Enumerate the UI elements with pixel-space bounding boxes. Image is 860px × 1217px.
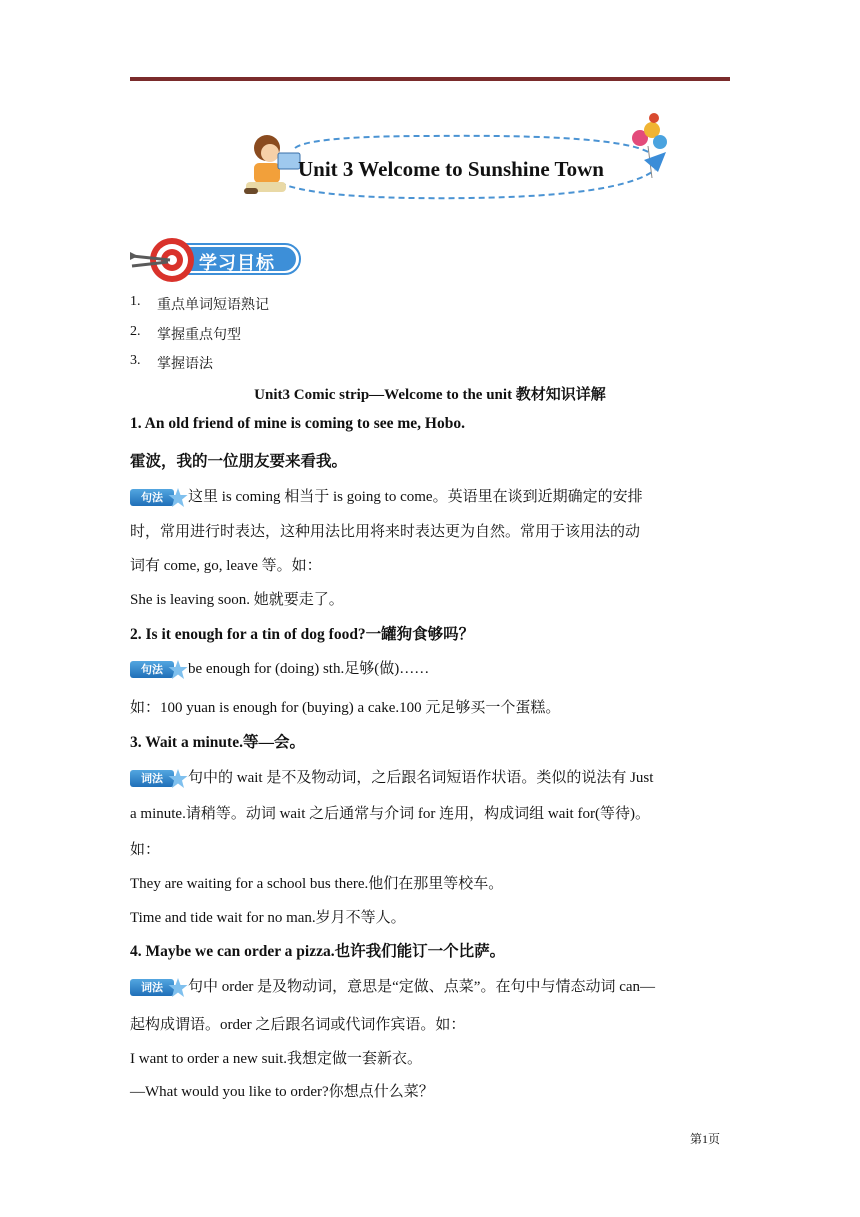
item-text: 掌握语法 — [157, 357, 213, 372]
usage-tag — [130, 768, 186, 790]
point-line — [130, 975, 730, 999]
section-title: Unit3 Comic strip—Welcome to the unit 教材知识详解 — [254, 387, 606, 403]
point-line: 起构成谓语。order 之后跟名词或代词作宾语。如： — [130, 1017, 466, 1033]
point-heading: 2. Is it enough for a tin of dog food?一罐狗食够吗？ — [130, 626, 475, 643]
example-line: 如：100 yuan is enough for (buying) a cake.100 元足够买一个蛋糕。 — [130, 700, 561, 716]
usage-tag — [130, 659, 186, 681]
target-icon — [130, 238, 194, 282]
objectives-label: 学习目标 — [199, 253, 275, 274]
item-number: 1. — [130, 294, 141, 309]
point-line: 词有 come, go, leave 等。如： — [130, 558, 322, 574]
point-heading: 4. Maybe we can order a pizza.也许我们能订一个比萨。 — [130, 943, 506, 960]
point-heading: 1. An old friend of mine is coming to see me, Hobo. — [130, 415, 465, 432]
star-icon — [168, 768, 188, 790]
example-line: She is leaving soon. 她就要走了。 — [130, 592, 344, 608]
point-text: 句中的 wait 是不及物动词，之后跟名词短语作状语。类似的说法有 Just — [188, 770, 654, 786]
item-text: 重点单词短语熟记 — [157, 298, 269, 313]
balloons-icon — [632, 113, 667, 178]
point-line — [130, 657, 730, 681]
item-text: 掌握重点句型 — [157, 327, 241, 343]
tag-label: 词法 — [130, 979, 174, 996]
point-text: 句中 order 是及物动词，意思是“定做、点菜”。在句中与情态动词 can— — [188, 979, 656, 995]
usage-tag — [130, 977, 186, 999]
list-item — [130, 353, 269, 383]
tag-label: 句法 — [130, 661, 174, 678]
point-line: 如： — [130, 842, 161, 858]
child-reading-icon — [244, 135, 300, 194]
star-icon — [168, 977, 188, 999]
item-number: 2. — [130, 323, 141, 339]
item-number: 3. — [130, 353, 141, 368]
list-item — [130, 294, 269, 324]
tag-label: 词法 — [130, 770, 174, 787]
unit-title: Unit 3 Welcome to Sunshine Town — [298, 157, 604, 181]
point-text: 这里 is coming 相当于 is going to come。英语里在谈到近期确定的安排 — [188, 489, 643, 505]
objectives-list — [130, 294, 269, 383]
top-rule — [130, 77, 730, 81]
point-text: be enough for (doing) sth.足够(做)…… — [188, 661, 430, 677]
star-icon — [168, 659, 188, 681]
list-item — [130, 324, 269, 354]
usage-tag — [130, 487, 186, 509]
point-line: 时，常用进行时表达，这种用法比用将来时表达更为自然。常用于该用法的动 — [130, 524, 641, 540]
point-line — [130, 485, 730, 509]
point-line — [130, 766, 730, 790]
example-line: They are waiting for a school bus there.他们在那里等校车。 — [130, 876, 504, 892]
point-line: a minute.请稍等。动词 wait 之后通常与介词 for 连用，构成词组 wait for(等待)。 — [130, 806, 650, 822]
example-line: I want to order a new suit.我想定做一套新衣。 — [130, 1051, 423, 1067]
point-heading: 3. Wait a minute.等—会。 — [130, 734, 305, 751]
example-line: Time and tide wait for no man.岁月不等人。 — [130, 910, 406, 926]
example-line: —What would you like to order?你想点什么菜？ — [130, 1084, 434, 1100]
tag-label: 句法 — [130, 489, 174, 506]
point-heading-cn: 霍波，我的一位朋友要来看我。 — [130, 453, 348, 470]
star-icon — [168, 487, 188, 509]
page-number: 第1页 — [690, 1132, 721, 1146]
